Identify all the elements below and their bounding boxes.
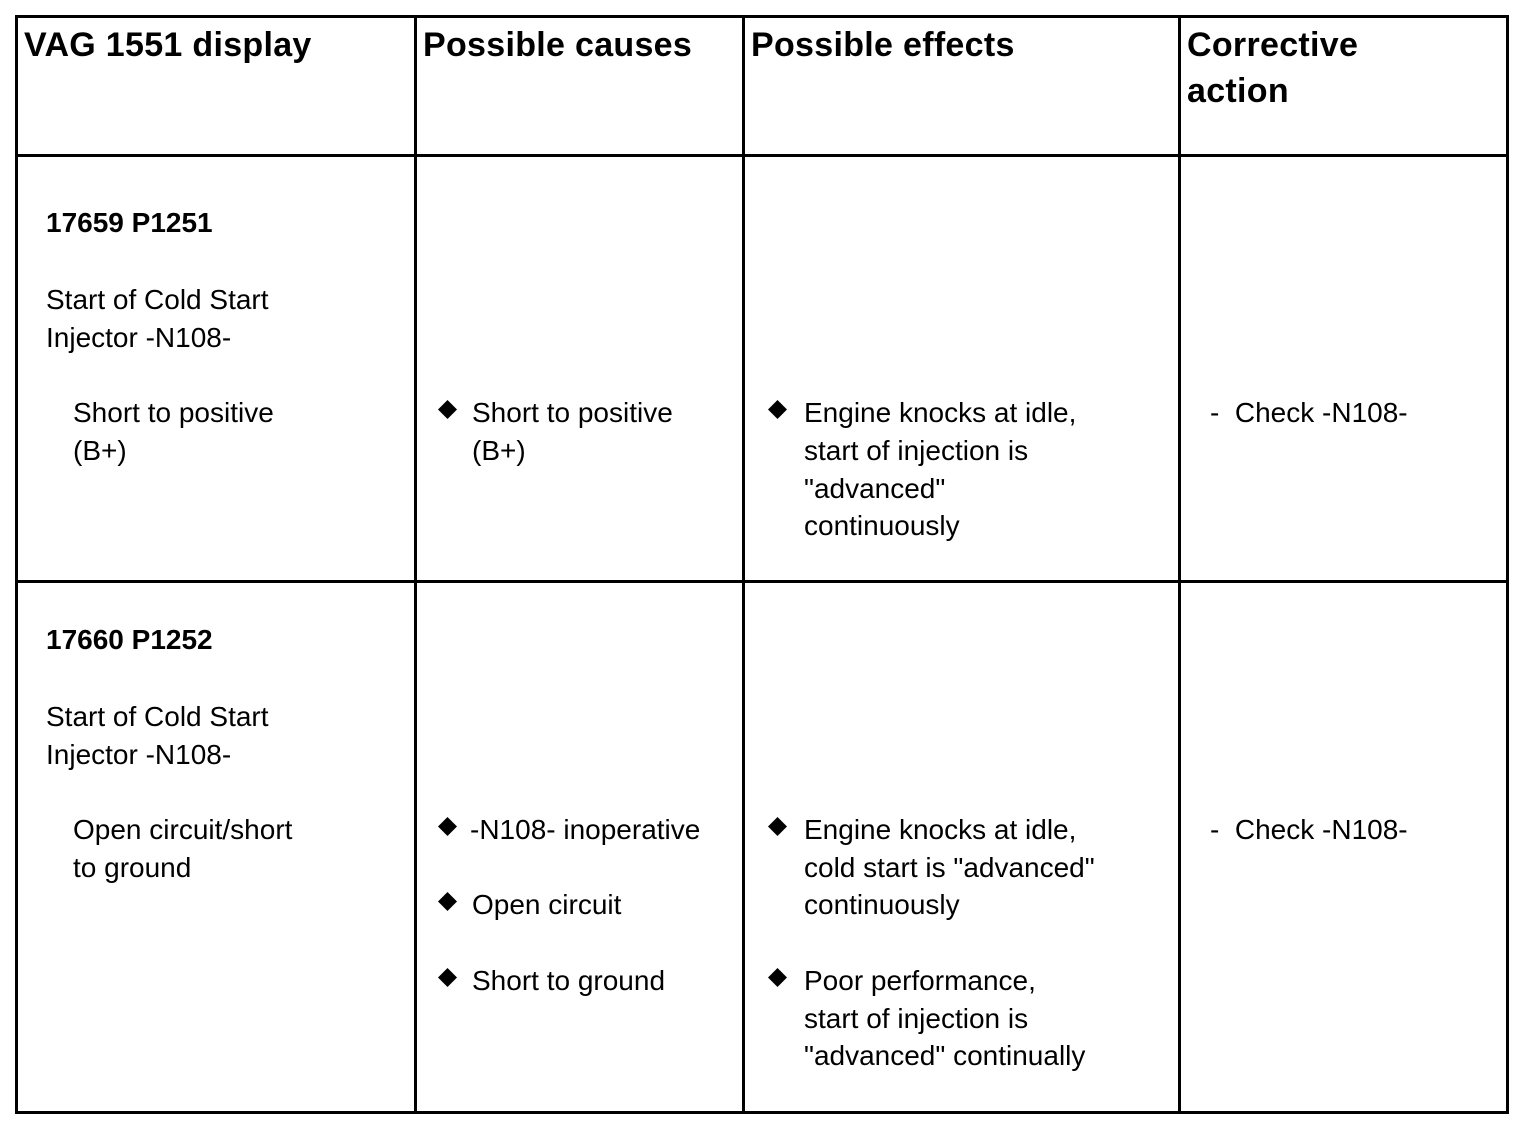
column-divider xyxy=(414,18,417,1111)
header-action-line: Corrective xyxy=(1187,26,1359,64)
header-display: VAG 1551 display xyxy=(24,26,312,64)
diagnostic-table xyxy=(15,15,1509,1114)
diamond-bullet-icon xyxy=(438,892,457,911)
header-action xyxy=(1187,22,1358,114)
component-line: Injector -N108- xyxy=(46,322,232,353)
fault-code: 17660 P1252 xyxy=(46,624,213,655)
effect-text: cold start is "advanced" xyxy=(804,852,1095,883)
component-line: Injector -N108- xyxy=(46,739,232,770)
effect-text: continuously xyxy=(804,510,960,541)
fault-type-line: Open circuit/short xyxy=(73,814,293,845)
diamond-bullet-icon xyxy=(768,817,787,836)
corrective-action: - Check -N108- xyxy=(1210,814,1408,845)
header-action-line: action xyxy=(1187,72,1289,110)
effect-text: continuously xyxy=(804,889,960,920)
diamond-bullet-icon xyxy=(768,968,787,987)
fault-type-line: (B+) xyxy=(73,435,127,466)
effect-text: "advanced" continually xyxy=(804,1040,1086,1071)
row-divider xyxy=(18,154,1506,157)
header-causes: Possible causes xyxy=(423,26,693,64)
fault-code: 17659 P1251 xyxy=(46,207,213,238)
diamond-bullet-icon xyxy=(768,400,787,419)
cause-text: Open circuit xyxy=(472,889,622,920)
column-divider xyxy=(1178,18,1181,1111)
cause-text: Short to ground xyxy=(472,965,666,996)
effect-text: start of injection is xyxy=(804,1003,1029,1034)
corrective-action: - Check -N108- xyxy=(1210,397,1408,428)
diamond-bullet-icon xyxy=(438,817,457,836)
diamond-bullet-icon xyxy=(438,968,457,987)
fault-type-line: Short to positive xyxy=(73,397,274,428)
column-divider xyxy=(742,18,745,1111)
effect-text: Poor performance, xyxy=(804,965,1036,996)
effect-text: "advanced" xyxy=(804,473,946,504)
cause-text: -N108- inoperative xyxy=(470,814,701,845)
effect-text: Engine knocks at idle, xyxy=(804,397,1077,428)
component-line: Start of Cold Start xyxy=(46,284,269,315)
cause-text: (B+) xyxy=(472,435,526,466)
header-effects: Possible effects xyxy=(751,26,1015,64)
diamond-bullet-icon xyxy=(438,400,457,419)
component-line: Start of Cold Start xyxy=(46,701,269,732)
row-divider xyxy=(18,580,1506,583)
effect-text: start of injection is xyxy=(804,435,1029,466)
fault-type-line: to ground xyxy=(73,852,192,883)
cause-text: Short to positive xyxy=(472,397,673,428)
effect-text: Engine knocks at idle, xyxy=(804,814,1077,845)
